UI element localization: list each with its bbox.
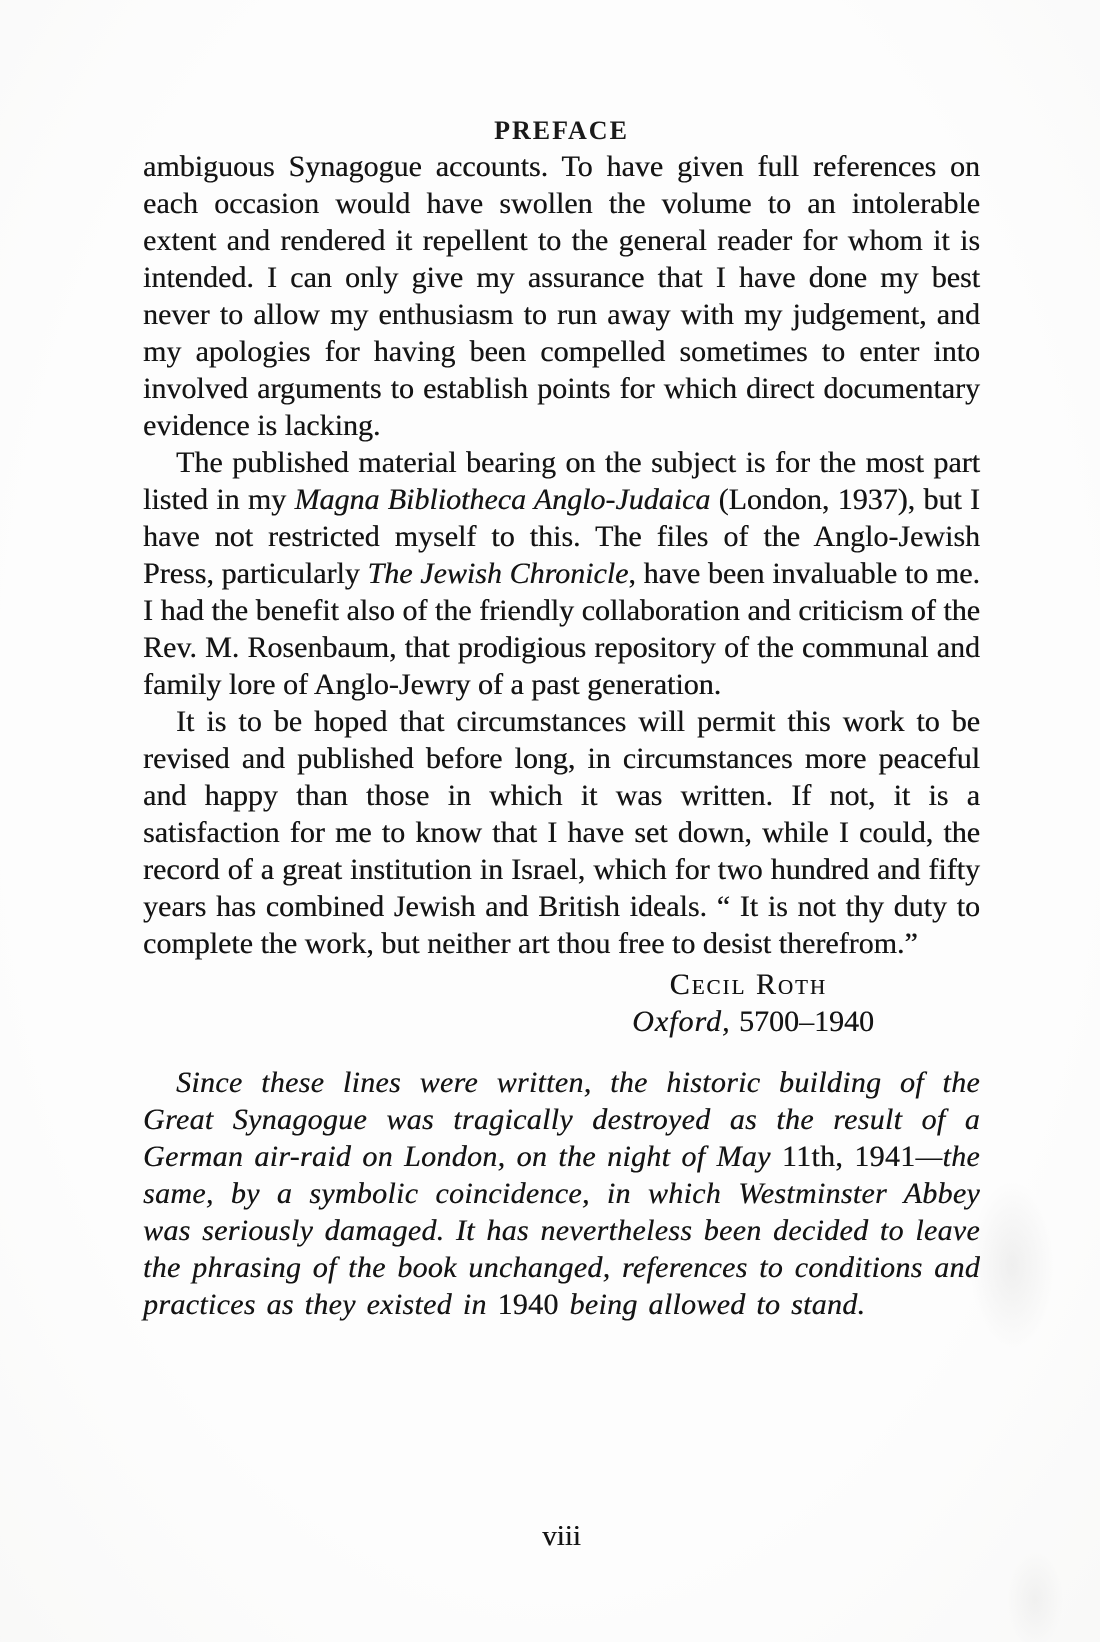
- newspaper-title-italic: The Jewish Chronicle: [367, 557, 629, 590]
- postscript-text: —the same, by a symbolic coincidence, in which Westminster Abbey was seriously damaged. It has nevertheless been decided to leave the phrasing of the book unchanged, references to conditions and practices as they existed in: [143, 1140, 980, 1321]
- page-header-title: PREFACE: [494, 116, 629, 145]
- signature-place-date: [143, 1003, 980, 1040]
- author-name: Cecil Roth: [669, 968, 827, 1001]
- paragraph-text: The published material bearing on the subject is for the most part listed in my: [143, 446, 980, 516]
- paragraph-text: (London, 1937), but I have not restricted myself to this. The files of the Anglo-Jewish Press, particularly: [143, 483, 980, 590]
- paragraph-text: ambiguous Synagogue accounts. To have given full references on each occasion would have swollen the volume to an intolerable extent and rendered it repellent to the general reader for whom it is intended. I can only give my assurance that I have done my best never to allow my enthusiasm to run away with my judgement, and my apologies for having been compelled sometimes to enter into involved arguments to establish points for which direct documentary evidence is lacking.: [143, 150, 980, 442]
- postscript-text: being allowed to stand.: [558, 1288, 866, 1321]
- signature-block: [143, 966, 980, 1040]
- postscript-date: 11th, 1941: [781, 1140, 916, 1173]
- paragraph-sources: [143, 444, 980, 703]
- preface-body: [143, 148, 980, 1323]
- signature-place: Oxford,: [632, 1005, 739, 1038]
- paragraph-text: It is to be hoped that circumstances will permit this work to be revised and published before long, in circumstances more peaceful and happy than those in which it was written. If not, it is a satisfaction for me to know that I have set down, while I could, the record of a great institution in Israel, which for two hundred and fifty years has combined Jewish and British ideals. “ It is not thy duty to complete the work, but neither art thou free to desist therefrom.”: [143, 705, 980, 960]
- signature-year: 5700–1940: [739, 1005, 874, 1038]
- postscript-paragraph: [143, 1064, 980, 1323]
- book-title-italic: Magna Bibliotheca Anglo-Judaica: [294, 483, 711, 516]
- paragraph-hope: [143, 703, 980, 962]
- paragraph-text: , have been invaluable to me. I had the benefit also of the friendly collaboration and criticism of the Rev. M. Rosenbaum, that prodigious repository of the communal and family lore of Anglo-Jewry of a past generation.: [143, 557, 980, 701]
- postscript-text: Since these lines were written, the historic building of the Great Synagogue was tragically destroyed as the result of a German air-raid on London, on the night of May: [143, 1066, 980, 1173]
- paragraph-continuation: [143, 148, 980, 444]
- postscript-year: 1940: [497, 1288, 559, 1321]
- page-number: viii: [542, 1520, 581, 1552]
